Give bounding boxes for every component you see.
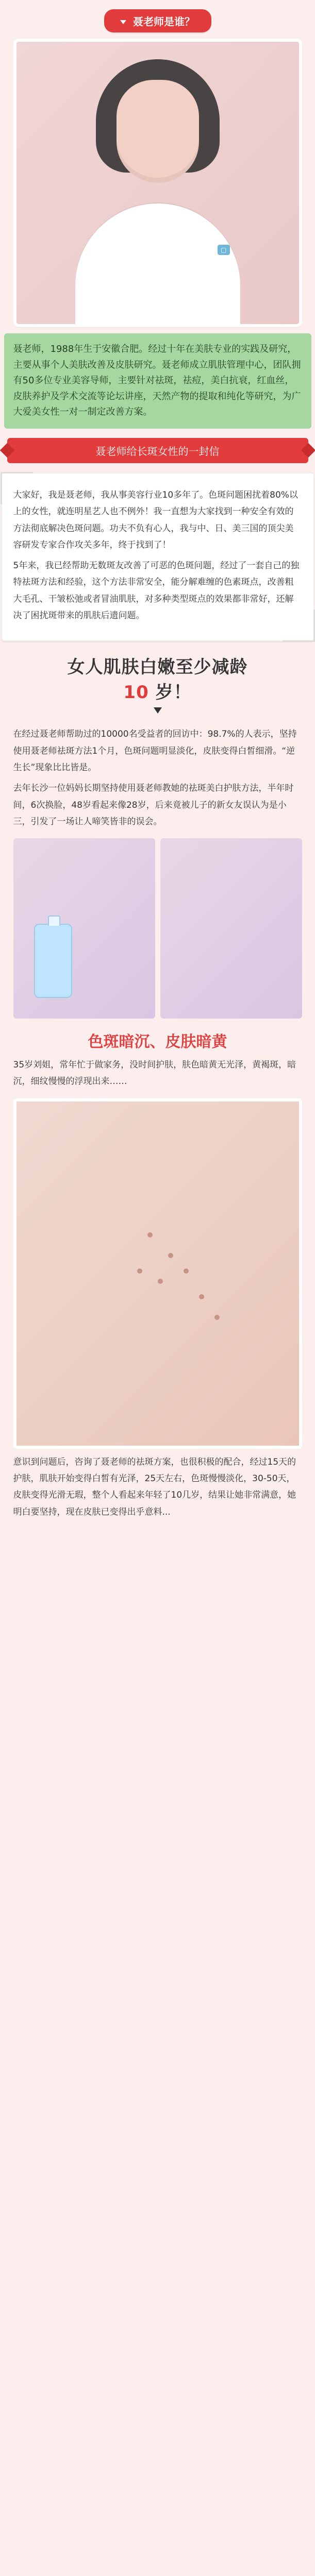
who-is-nie-text: 聂老师是谁？ — [132, 15, 195, 28]
claim-title-years: 10 — [123, 682, 149, 703]
arrow-down-icon — [152, 707, 164, 720]
triangle-down-icon — [120, 20, 126, 24]
water-bottle-icon — [34, 924, 72, 998]
claim-title-suffix: 岁！ — [155, 682, 192, 703]
photo-right — [160, 838, 302, 1019]
claim-paragraph-1: 在经过聂老师帮助过的10000名受益者的回访中：98.7%的人表示，坚持使用聂老师祛斑方法1个月，色斑问题明显淡化，皮肤变得白皙细滑。“逆生长”现象比比皆是。 — [13, 729, 297, 773]
intro-text: 聂老师，1988年生于安徽合肥。经过十年在美肤专业的实践及研究，主要从事个人美肤改善及皮肤研究。聂老师成立肌肤管理中心，团队拥有50多位专业美容导师，主要针对祛斑，祛痘，美白抗衰，红血丝，皮肤养护及学术交流等论坛讲座，天然产物的提取和纯化等研究，为广大爱美女性一对一制定改善方案。 — [13, 344, 301, 418]
claim-title — [13, 653, 302, 703]
spots-intro: 35岁刘姐，常年忙于做家务，没时间护肤，肤色暗黄无光泽，黄褐斑，暗沉，细纹慢慢的浮现出来…… — [13, 1060, 296, 1087]
spots-title-text: 色斑暗沉、皮肤暗黄 — [88, 1033, 227, 1052]
before-after-photos — [13, 838, 302, 1019]
skin-spot — [214, 1315, 220, 1320]
letter-card — [1, 472, 314, 641]
bracket-left-icon — [1, 472, 33, 504]
bracket-right-icon — [283, 609, 315, 642]
name-pin-icon: ▢ — [218, 245, 229, 255]
teacher-portrait — [13, 39, 302, 327]
letter-paragraph-2: 5年来，我已经帮助无数斑友改善了可恶的色斑问题，经过了一套自己的独特祛斑方法和经验，这个方法非常安全，能分解难缠的色素斑点，改善粗大毛孔、干皱松弛或者冒油肌肤，对多种类型斑点的效果都非常好，还解决了困扰斑带来的肌肤后遗问题。 — [13, 561, 300, 621]
skin-closeup-photo — [13, 1098, 302, 1449]
skin-spot — [168, 1253, 173, 1258]
spots-section-title — [13, 1029, 302, 1052]
skin-spot — [199, 1294, 204, 1299]
letter-title — [7, 438, 308, 463]
photo-left — [13, 838, 155, 1019]
skin-spot — [147, 1232, 153, 1238]
who-is-nie-badge — [104, 9, 211, 32]
lab-coat — [75, 204, 240, 327]
face-shape — [117, 80, 199, 183]
skin-spot — [137, 1268, 142, 1274]
letter-title-text: 聂老师给长斑女性的一封信 — [95, 445, 220, 457]
intro-card — [4, 333, 311, 429]
claim-title-line1: 女人肌肤白嫩至少减龄 — [67, 657, 248, 678]
skin-spot — [158, 1279, 163, 1284]
claim-paragraph-2: 去年长沙一位妈妈长期坚持使用聂老师教她的祛斑美白护肤方法，半年时间，6次换脸，48岁看起来像28岁，后来竟被儿子的新女友误认为是小三，引发了一场让人啼笑皆非的误会。 — [13, 783, 294, 827]
skin-spot — [184, 1268, 189, 1274]
letter-paragraph-1: 大家好，我是聂老师，我从事美容行业10多年了。色斑问题困扰着80%以上的女性，就连明星艺人也不例外！我一直想为大家找到一种安全有效的方法彻底解决色斑问题。功夫不负有心人，我与中、日、美三国的顶尖美容研发专家合作攻关多年，终于找到了！ — [13, 489, 298, 550]
spots-result: 意识到问题后，咨询了聂老师的祛斑方案，也很积极的配合，经过15天的护肤，肌肤开始变得白皙有光泽，25天左右，色斑慢慢淡化，30-50天，皮肤变得光滑无瑕，整个人看起来年轻了10几岁，结果让她非常满意，她明白要坚持，现在皮肤已变得出乎意料... — [13, 1456, 296, 1517]
